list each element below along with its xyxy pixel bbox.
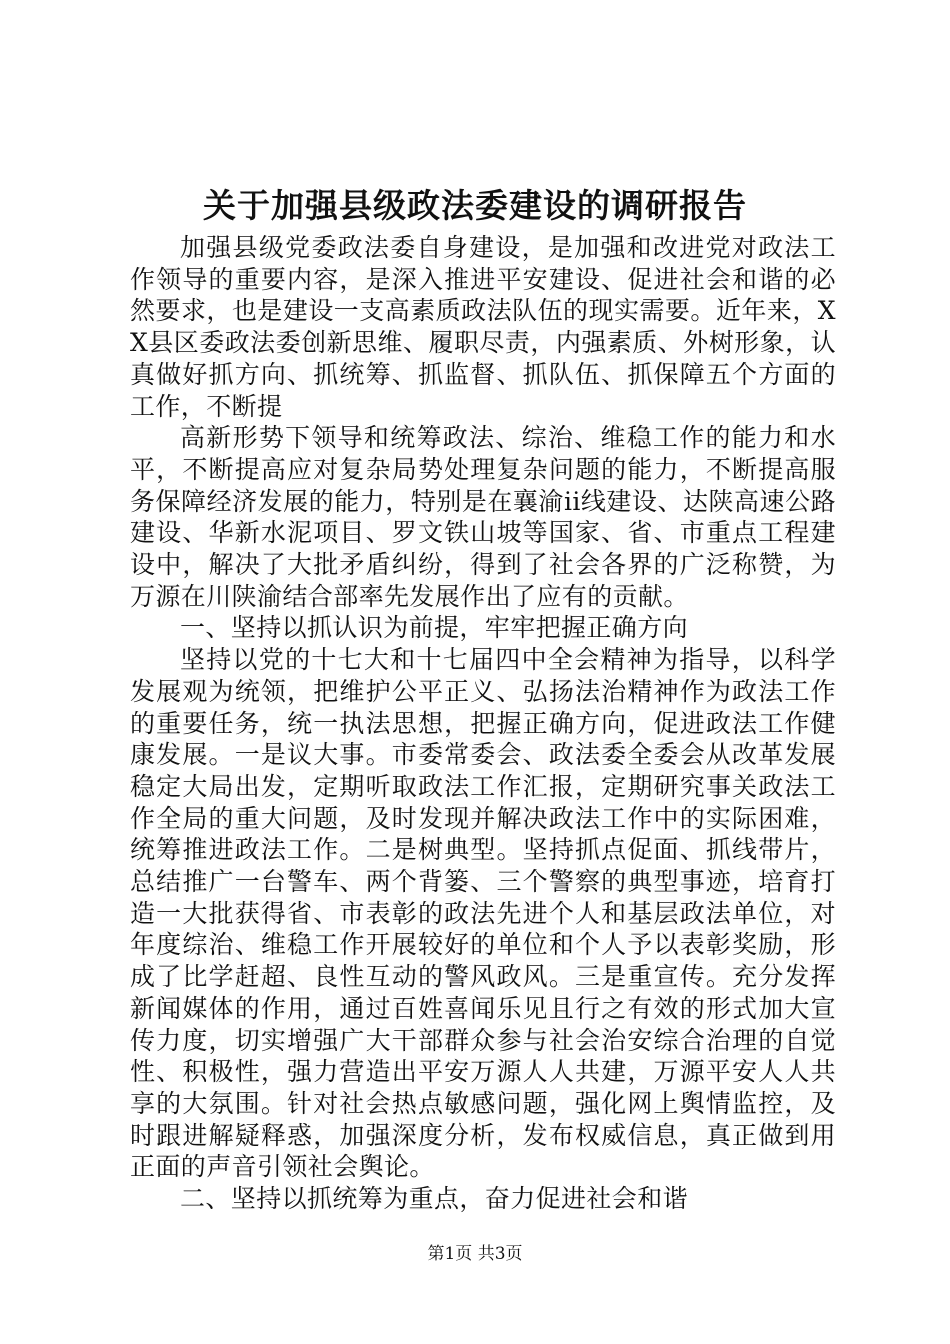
section-heading-2: 二、坚持以抓统筹为重点，奋力促进社会和谐 xyxy=(180,1184,689,1214)
page-indicator: 第1页 共3页 xyxy=(427,1244,523,1264)
section-heading-1: 一、坚持以抓认识为前提，牢牢把握正确方向 xyxy=(180,613,689,643)
paragraph-section-1: 坚持以党的十七大和十七届四中全会精神为指导，以科学发展观为统领，把维护公平正义、弘扬法治精神作为政法工作的重要任务，统一执法思想，把握正确方向，促进政法工作健康发展。一是议大事。市委常委会、政法委全委会从改革发展稳定大局出发，定期听取政法工作汇报，定期研究事关政法工作全局的重大问题，及时发现并解决政法工作中的实际困难，统筹推进政法工作。二是树典型。坚持抓点促面、抓线带片，总结推广一台警车、两个背篓、三个警察的典型事迹，培育打造一大批获得省、市表彰的政法先进个人和基层政法单位，对年度综治、维稳工作开展较好的单位和个人予以表彰奖励，形成了比学赶超、良性互动的警风政风。三是重宣传。充分发挥新闻媒体的作用，通过百姓喜闻乐见且行之有效的形式加大宣传力度，切实增强广大干部群众参与社会治安综合治理的自觉性、积极性，强力营造出平安万源人人共建，万源平安人人共享的大氛围。针对社会热点敏感问题，强化网上舆情监控，及时跟进解疑释惑，加强深度分析，发布权威信息，真正做到用正面的声音引领社会舆论。 xyxy=(130,645,836,1182)
document-title: 关于加强县级政法委建设的调研报告 xyxy=(203,186,747,225)
document-body xyxy=(130,232,836,1215)
paragraph-continuation: 高新形势下领导和统筹政法、综治、维稳工作的能力和水平，不断提高应对复杂局势处理复杂问题的能力，不断提高服务保障经济发展的能力，特别是在襄渝ii线建设、达陕高速公路建设、华新水泥项目、罗文铁山坡等国家、省、市重点工程建设中，解决了大批矛盾纠纷，得到了社会各界的广泛称赞，为万源在川陕渝结合部率先发展作出了应有的贡献。 xyxy=(130,423,836,611)
paragraph-intro: 加强县级党委政法委自身建设，是加强和改进党对政法工作领导的重要内容，是深入推进平安建设、促进社会和谐的必然要求，也是建设一支高素质政法队伍的现实需要。近年来，XX县区委政法委创新思维、履职尽责，内强素质、外树形象，认真做好抓方向、抓统筹、抓监督、抓队伍、抓保障五个方面的工作，不断提 xyxy=(130,233,836,421)
